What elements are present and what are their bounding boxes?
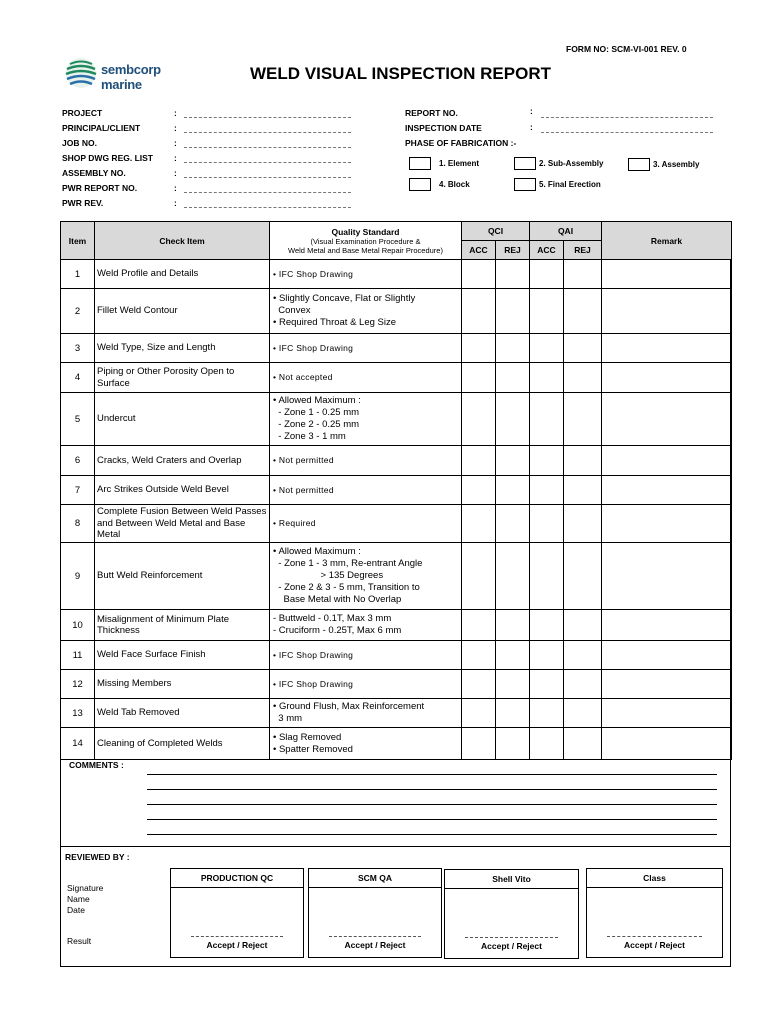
row-item-number: 4 (61, 363, 95, 393)
signature-line (607, 936, 702, 937)
row-quality-standard (270, 476, 462, 505)
qai-rej-cell[interactable] (564, 393, 602, 446)
field-label-shop-dwg: SHOP DWG REG. LIST (62, 153, 153, 163)
accept-reject-option[interactable]: Accept / Reject (344, 940, 406, 950)
row-check-item: Missing Members (95, 670, 270, 699)
qci-rej-cell[interactable] (496, 363, 530, 393)
qai-acc-cell[interactable] (530, 670, 564, 699)
row-quality-standard (270, 670, 462, 699)
header-quality-standard-title: Quality Standard (331, 226, 400, 237)
quality-standard-line: • IFC Shop Drawing (273, 342, 354, 353)
phase-final-erection-label: 5. Final Erection (539, 180, 601, 189)
phase-element-label: 1. Element (439, 159, 480, 168)
remark-cell[interactable] (602, 610, 732, 641)
quality-standard-line: • Ground Flush, Max Reinforcement (273, 701, 425, 713)
qci-rej-cell[interactable] (496, 670, 530, 699)
table-row (61, 363, 732, 393)
qai-rej-cell[interactable] (564, 334, 602, 363)
qai-acc-cell[interactable] (530, 289, 564, 334)
field-label-pwr-rev: PWR REV. (62, 198, 104, 208)
row-quality-standard (270, 289, 462, 334)
qai-acc-cell[interactable] (530, 260, 564, 289)
header-qai-rej: REJ (564, 241, 602, 260)
section-divider (60, 846, 731, 847)
qci-acc-cell[interactable] (462, 699, 496, 728)
qci-rej-cell[interactable] (496, 334, 530, 363)
field-label-job-no: JOB NO. (62, 138, 97, 148)
reviewer-box-class[interactable] (586, 868, 723, 958)
remark-cell[interactable] (602, 699, 732, 728)
qci-acc-cell[interactable] (462, 446, 496, 476)
quality-standard-line: > 135 Degrees (273, 570, 384, 582)
table-row (61, 505, 732, 543)
remark-cell[interactable] (602, 641, 732, 670)
qai-rej-cell[interactable] (564, 670, 602, 699)
qci-acc-cell[interactable] (462, 476, 496, 505)
row-check-item: Cracks, Weld Craters and Overlap (95, 446, 270, 476)
field-label-pwr-report-no: PWR REPORT NO. (62, 183, 138, 193)
row-item-number: 13 (61, 699, 95, 728)
row-item-number: 7 (61, 476, 95, 505)
qai-acc-cell[interactable] (530, 446, 564, 476)
comments-label: COMMENTS : (69, 760, 124, 770)
quality-standard-line: - Zone 1 - 0.25 mm (273, 407, 360, 419)
remark-cell[interactable] (602, 334, 732, 363)
row-check-item: Piping or Other Porosity Open to Surface (95, 363, 270, 393)
qci-acc-cell[interactable] (462, 363, 496, 393)
phase-element-checkbox[interactable] (409, 157, 431, 170)
qai-rej-cell[interactable] (564, 260, 602, 289)
quality-standard-line: • Allowed Maximum : (273, 546, 361, 558)
row-check-item: Weld Tab Removed (95, 699, 270, 728)
form-number: FORM NO: SCM-VI-001 REV. 0 (566, 44, 687, 54)
field-colon: : (174, 198, 177, 208)
qci-rej-cell[interactable] (496, 446, 530, 476)
qci-acc-cell[interactable] (462, 334, 496, 363)
qai-acc-cell[interactable] (530, 334, 564, 363)
qci-acc-cell[interactable] (462, 260, 496, 289)
field-colon: : (174, 138, 177, 148)
table-row (61, 289, 732, 334)
row-quality-standard (270, 641, 462, 670)
phase-final-erection-checkbox[interactable] (514, 178, 536, 191)
signature-line (191, 936, 283, 937)
pwr-report-no-input-line[interactable] (184, 192, 351, 193)
remark-cell[interactable] (602, 505, 732, 543)
remark-cell[interactable] (602, 446, 732, 476)
pwr-rev-input-line[interactable] (184, 207, 351, 208)
field-colon: : (174, 168, 177, 178)
remark-cell[interactable] (602, 393, 732, 446)
reviewer-box-shell-vito[interactable] (444, 869, 579, 959)
inspection-date-input-line[interactable] (541, 132, 713, 133)
row-item-number: 14 (61, 728, 95, 760)
qci-rej-cell[interactable] (496, 393, 530, 446)
qai-acc-cell[interactable] (530, 363, 564, 393)
qai-acc-cell[interactable] (530, 476, 564, 505)
comment-line[interactable] (147, 774, 717, 775)
quality-standard-line: - Zone 3 - 1 mm (273, 430, 346, 442)
inspection-rows (61, 260, 732, 760)
row-item-number: 10 (61, 610, 95, 641)
qci-rej-cell[interactable] (496, 610, 530, 641)
reviewer-box-production-qc[interactable] (170, 868, 304, 958)
table-row (61, 260, 732, 289)
qci-acc-cell[interactable] (462, 610, 496, 641)
quality-standard-line: • Slag Removed (273, 731, 342, 743)
qci-acc-cell[interactable] (462, 289, 496, 334)
project-input-line[interactable] (184, 117, 351, 118)
phase-assembly-label: 3. Assembly (653, 160, 700, 169)
job-no-input-line[interactable] (184, 147, 351, 148)
field-label-assembly-no: ASSEMBLY NO. (62, 168, 126, 178)
qai-rej-cell[interactable] (564, 543, 602, 610)
row-check-item: Weld Face Surface Finish (95, 641, 270, 670)
row-quality-standard (270, 699, 462, 728)
qci-rej-cell[interactable] (496, 260, 530, 289)
row-quality-standard (270, 363, 462, 393)
row-check-item: Fillet Weld Contour (95, 289, 270, 334)
reviewer-title: Shell Vito (445, 870, 578, 889)
table-row (61, 699, 732, 728)
reviewer-title: Class (587, 869, 722, 888)
row-check-item: Butt Weld Reinforcement (95, 543, 270, 610)
header-qci-acc: ACC (462, 241, 496, 260)
row-item-number: 6 (61, 446, 95, 476)
table-row (61, 670, 732, 699)
header-quality-standard-sub2: Weld Metal and Base Metal Repair Procedure) (288, 245, 443, 255)
qci-acc-cell[interactable] (462, 505, 496, 543)
row-item-number: 11 (61, 641, 95, 670)
row-item-number: 12 (61, 670, 95, 699)
row-quality-standard (270, 610, 462, 641)
remark-cell[interactable] (602, 670, 732, 699)
comment-line[interactable] (147, 834, 717, 835)
field-colon: : (530, 122, 533, 132)
quality-standard-line: • IFC Shop Drawing (273, 268, 354, 279)
row-check-item: Weld Profile and Details (95, 260, 270, 289)
field-colon: : (174, 153, 177, 163)
quality-standard-line: - Cruciform - 0.25T, Max 6 mm (273, 625, 402, 636)
logo-globe-icon (64, 56, 98, 90)
field-colon: : (530, 106, 533, 116)
row-quality-standard (270, 260, 462, 289)
row-item-number: 1 (61, 260, 95, 289)
field-label-report-no: REPORT NO. (405, 108, 458, 118)
phase-block-label: 4. Block (439, 180, 470, 189)
header-qci: QCI (462, 222, 530, 241)
row-quality-standard (270, 446, 462, 476)
field-label-phase-of-fabrication: PHASE OF FABRICATION :- (405, 138, 517, 148)
phase-sub-assembly-checkbox[interactable] (514, 157, 536, 170)
header-qci-rej: REJ (496, 241, 530, 260)
qai-rej-cell[interactable] (564, 363, 602, 393)
table-row (61, 446, 732, 476)
quality-standard-line: • Not permitted (273, 484, 334, 495)
logo-text-line1: sembcorp (101, 62, 161, 77)
row-check-item: Weld Type, Size and Length (95, 334, 270, 363)
signature-line (329, 936, 421, 937)
header-quality-standard-sub1: (Visual Examination Procedure & (310, 236, 421, 246)
quality-standard-line: - Zone 1 - 3 mm, Re-entrant Angle (273, 558, 423, 570)
reviewed-by-label: REVIEWED BY : (65, 852, 130, 862)
table-row (61, 476, 732, 505)
accept-reject-option[interactable]: Accept / Reject (206, 940, 268, 950)
signature-line (465, 937, 558, 938)
reviewer-box-scm-qa[interactable] (308, 868, 442, 958)
remark-cell[interactable] (602, 476, 732, 505)
quality-standard-line: - Buttweld - 0.1T, Max 3 mm (273, 613, 392, 625)
qci-rej-cell[interactable] (496, 641, 530, 670)
row-item-number: 3 (61, 334, 95, 363)
shop-dwg-input-line[interactable] (184, 162, 351, 163)
quality-standard-line: • Spatter Removed (273, 743, 353, 755)
row-quality-standard (270, 334, 462, 363)
qai-rej-cell[interactable] (564, 289, 602, 334)
remark-cell[interactable] (602, 260, 732, 289)
qci-rej-cell[interactable] (496, 289, 530, 334)
qci-rej-cell[interactable] (496, 728, 530, 760)
quality-standard-line: • Required (273, 518, 316, 529)
qci-rej-cell[interactable] (496, 543, 530, 610)
header-qai-acc: ACC (530, 241, 564, 260)
row-quality-standard (270, 543, 462, 610)
phase-block-checkbox[interactable] (409, 178, 431, 191)
qci-rej-cell[interactable] (496, 699, 530, 728)
name-label: Name (67, 894, 90, 904)
qci-acc-cell[interactable] (462, 670, 496, 699)
header-remark: Remark (602, 222, 732, 260)
qci-rej-cell[interactable] (496, 505, 530, 543)
field-label-project: PROJECT (62, 108, 103, 118)
date-label: Date (67, 905, 85, 915)
phase-assembly-checkbox[interactable] (628, 158, 650, 171)
row-check-item: Undercut (95, 393, 270, 446)
field-colon: : (174, 123, 177, 133)
field-label-principal-client: PRINCIPAL/CLIENT (62, 123, 141, 133)
qai-acc-cell[interactable] (530, 505, 564, 543)
quality-standard-line: Base Metal with No Overlap (273, 593, 402, 605)
row-check-item: Misalignment of Minimum Plate Thickness (95, 610, 270, 641)
qci-rej-cell[interactable] (496, 476, 530, 505)
quality-standard-line: • Not permitted (273, 455, 334, 466)
field-label-inspection-date: INSPECTION DATE (405, 123, 482, 133)
row-quality-standard (270, 505, 462, 543)
field-colon: : (174, 183, 177, 193)
qai-rej-cell[interactable] (564, 641, 602, 670)
qai-acc-cell[interactable] (530, 610, 564, 641)
row-quality-standard (270, 393, 462, 446)
comment-line[interactable] (147, 819, 717, 820)
qai-rej-cell[interactable] (564, 699, 602, 728)
qci-acc-cell[interactable] (462, 393, 496, 446)
remark-cell[interactable] (602, 363, 732, 393)
quality-standard-line: - Zone 2 - 0.25 mm (273, 419, 360, 430)
qai-acc-cell[interactable] (530, 543, 564, 610)
inspection-table (60, 221, 732, 760)
header-check-item: Check Item (95, 222, 270, 260)
comment-line[interactable] (147, 804, 717, 805)
quality-standard-line: • Allowed Maximum : (273, 395, 361, 407)
quality-standard-line: • Not accepted (273, 372, 333, 383)
quality-standard-line: • Required Throat & Leg Size (273, 316, 397, 328)
row-check-item: Cleaning of Completed Welds (95, 728, 270, 760)
table-row (61, 728, 732, 760)
row-item-number: 2 (61, 289, 95, 334)
company-logo (64, 56, 174, 96)
qai-rej-cell[interactable] (564, 610, 602, 641)
accept-reject-option[interactable]: Accept / Reject (624, 940, 685, 950)
table-row (61, 610, 732, 641)
quality-standard-line: • IFC Shop Drawing (273, 678, 354, 689)
phase-sub-assembly-label: 2. Sub-Assembly (539, 159, 604, 168)
row-item-number: 5 (61, 393, 95, 446)
qai-acc-cell[interactable] (530, 699, 564, 728)
remark-cell[interactable] (602, 289, 732, 334)
principal-client-input-line[interactable] (184, 132, 351, 133)
qai-acc-cell[interactable] (530, 641, 564, 670)
header-item: Item (61, 222, 95, 260)
table-row (61, 393, 732, 446)
qci-acc-cell[interactable] (462, 641, 496, 670)
qai-rej-cell[interactable] (564, 476, 602, 505)
comment-line[interactable] (147, 789, 717, 790)
qai-rej-cell[interactable] (564, 505, 602, 543)
report-title: WELD VISUAL INSPECTION REPORT (250, 64, 551, 83)
logo-text-line2: marine (101, 77, 142, 92)
qci-acc-cell[interactable] (462, 543, 496, 610)
remark-cell[interactable] (602, 728, 732, 760)
field-colon: : (174, 108, 177, 118)
quality-standard-line: - Zone 2 & 3 - 5 mm, Transition to (273, 581, 420, 593)
qai-rej-cell[interactable] (564, 446, 602, 476)
qai-acc-cell[interactable] (530, 393, 564, 446)
result-label: Result (67, 936, 92, 946)
qai-acc-cell[interactable] (530, 728, 564, 760)
reviewer-title: SCM QA (309, 869, 441, 888)
table-row (61, 334, 732, 363)
remark-cell[interactable] (602, 543, 732, 610)
row-quality-standard (270, 728, 462, 760)
row-item-number: 8 (61, 505, 95, 543)
table-row (61, 543, 732, 610)
header-quality-standard (270, 222, 462, 260)
reviewer-title: PRODUCTION QC (171, 869, 303, 888)
header-qai: QAI (530, 222, 602, 241)
quality-standard-line: • IFC Shop Drawing (273, 649, 354, 660)
assembly-no-input-line[interactable] (184, 177, 351, 178)
signature-label: Signature (67, 883, 104, 893)
report-no-input-line[interactable] (541, 117, 713, 118)
quality-standard-line: 3 mm (273, 713, 303, 724)
qai-rej-cell[interactable] (564, 728, 602, 760)
row-check-item: Arc Strikes Outside Weld Bevel (95, 476, 270, 505)
table-row (61, 641, 732, 670)
row-item-number: 9 (61, 543, 95, 610)
quality-standard-line: Convex (273, 305, 311, 317)
quality-standard-line: • Slightly Concave, Flat or Slightly (273, 293, 416, 305)
row-check-item: Complete Fusion Between Weld Passes and Between Weld Metal and Base Metal (95, 505, 270, 543)
accept-reject-option[interactable]: Accept / Reject (481, 941, 542, 951)
qci-acc-cell[interactable] (462, 728, 496, 760)
